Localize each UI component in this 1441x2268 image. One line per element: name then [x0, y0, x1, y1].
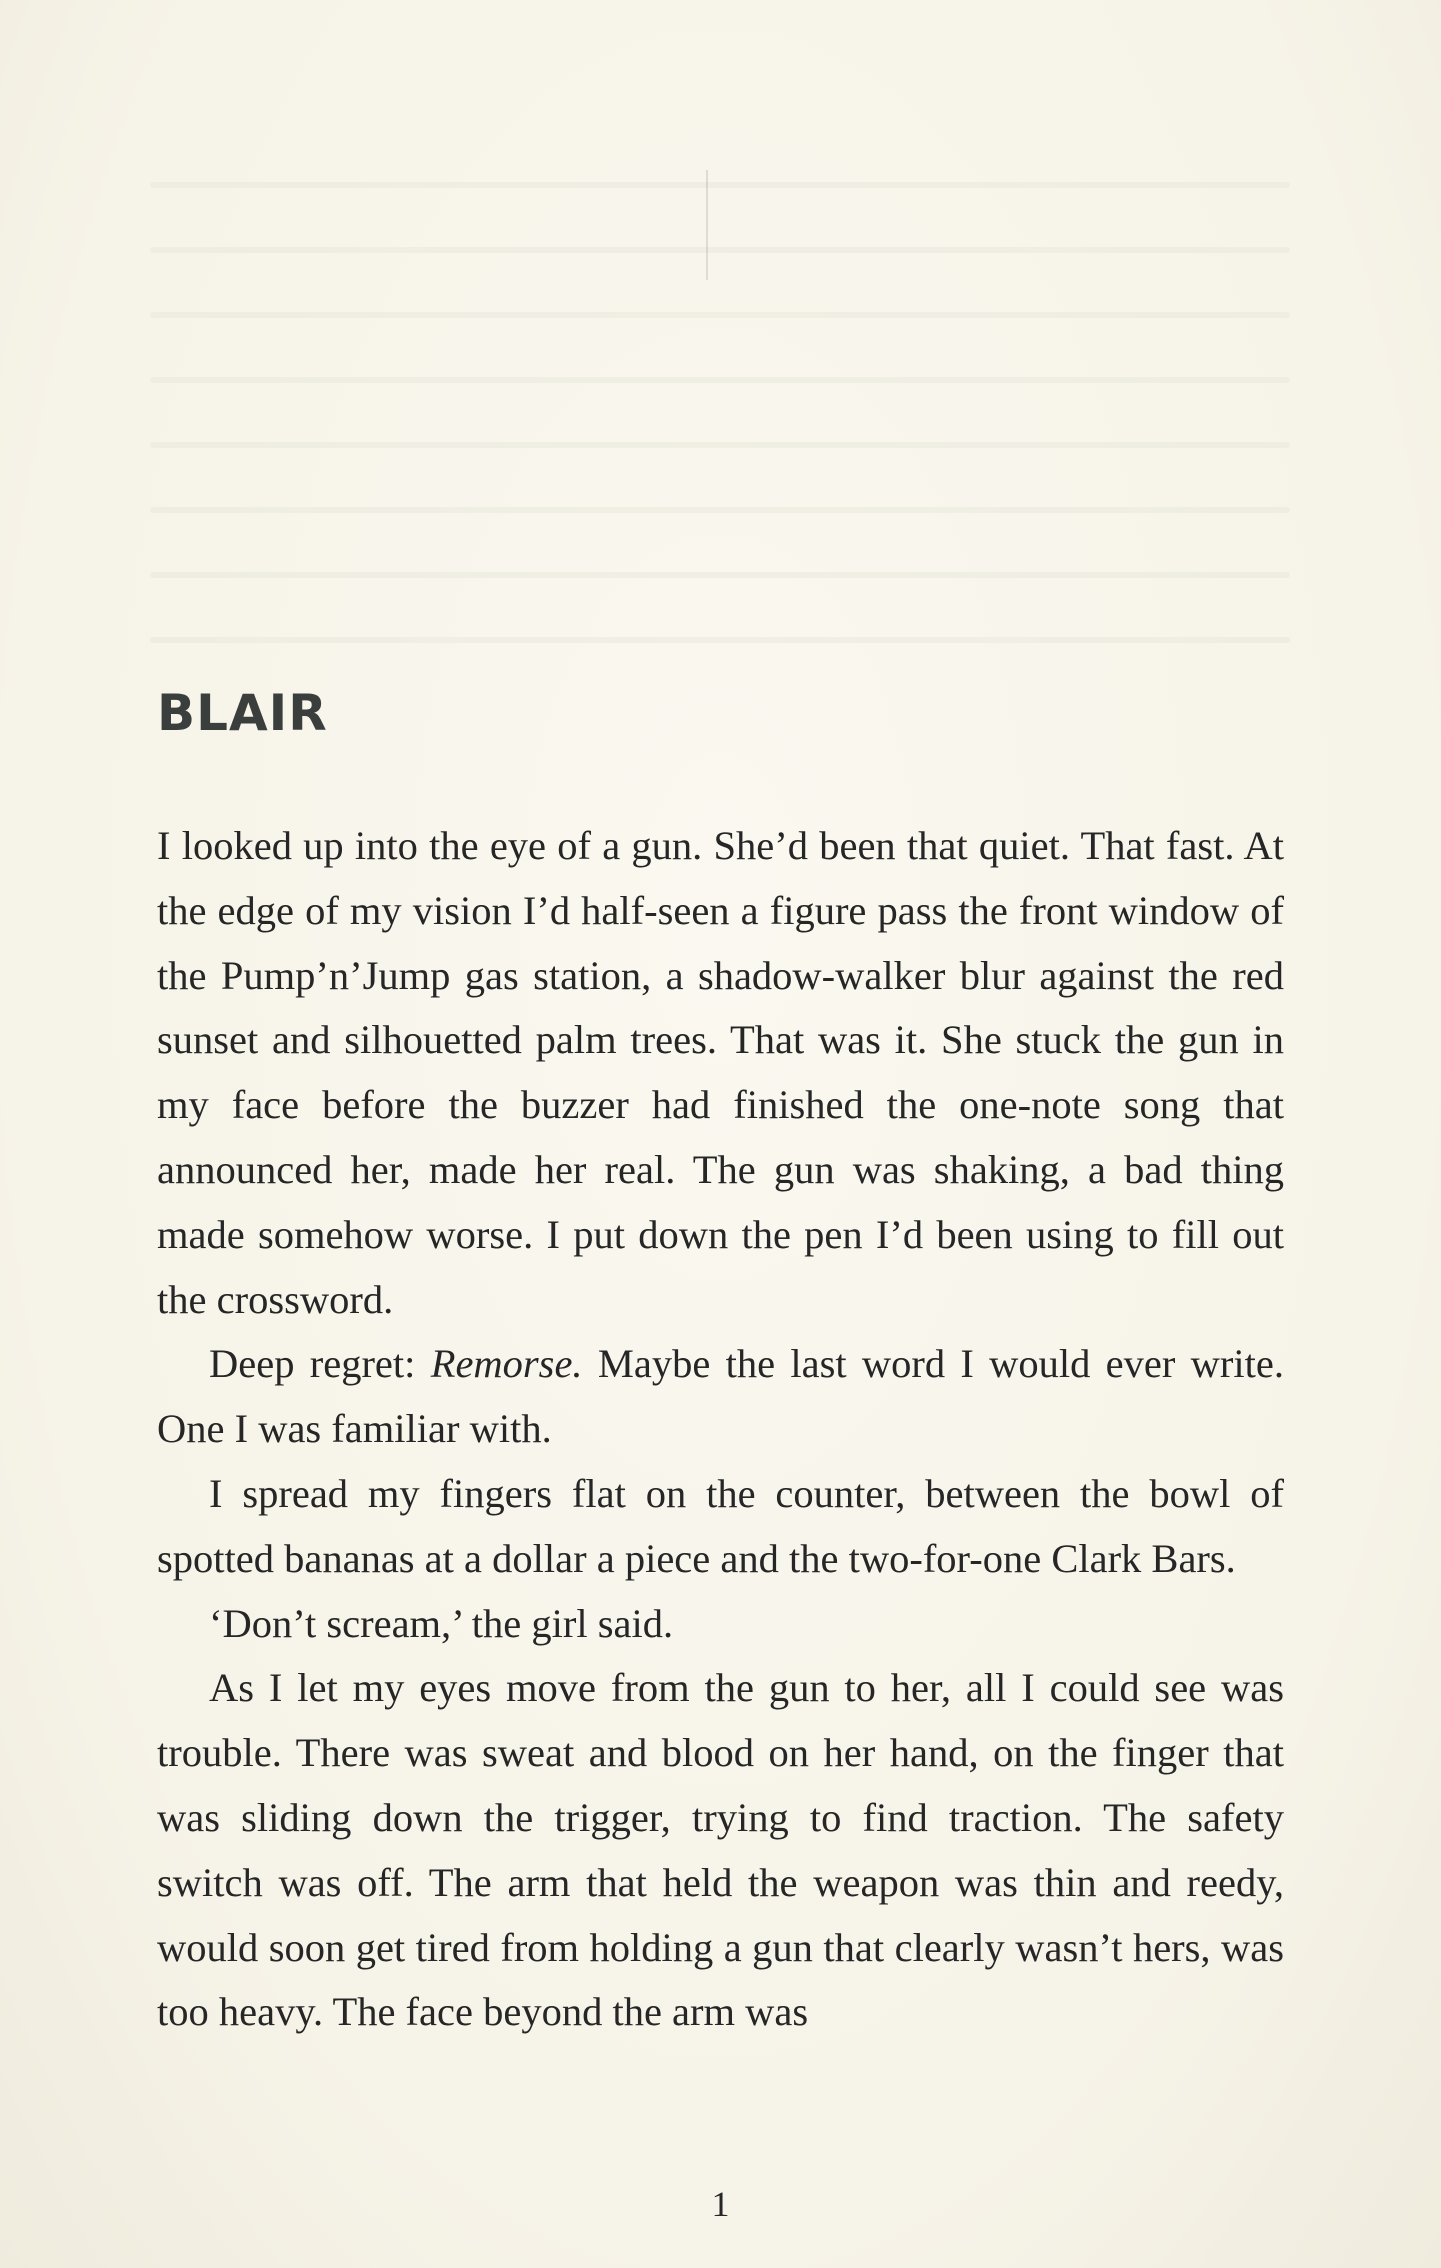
paragraph-text: Deep regret: [209, 1341, 431, 1387]
show-through-line [150, 247, 1290, 253]
show-through-line [150, 377, 1290, 383]
show-through-line [150, 572, 1290, 578]
show-through-line [150, 637, 1290, 643]
paragraph: As I let my eyes move from the gun to her, all I could see was trouble. There was sweat and blood on her hand, on the finger that was sliding down the trigger, trying to find traction. The safety switch was off. The arm that held the weapon was thin and reedy, would soon get tired from holding a gun that clearly wasn’t hers, was too heavy. The face beyond the arm was [157, 1665, 1284, 2035]
chapter-title: BLAIR [157, 684, 328, 742]
show-through-line [150, 507, 1290, 513]
show-through-line [150, 442, 1290, 448]
emphasized-word: Remorse. [430, 1341, 583, 1387]
show-through-mark [706, 170, 708, 280]
body-text [157, 814, 1284, 2045]
show-through-line [150, 312, 1290, 318]
paragraph: ‘Don’t scream,’ the girl said. [209, 1600, 674, 1646]
paragraph: I looked up into the eye of a gun. She’d been that quiet. That fast. At the edge of my vision I’d half-seen a figure pass the front window of the Pump’n’Jump gas station, a shadow-walker blur against the red sunset and silhouetted palm trees. That was it. She stuck the gun in my face before the buzzer had finished the one-note song that announced her, made her real. The gun was shaking, a bad thing made somehow worse. I put down the pen I’d been using to fill out the crossword. [157, 823, 1284, 1322]
show-through-line [150, 182, 1290, 188]
paragraph [157, 1332, 1284, 1462]
paragraph: I spread my fingers flat on the counter, between the bowl of spotted bananas at a dollar a piece and the two-for-one Clark Bars. [157, 1470, 1284, 1581]
page-number: 1 [711, 2184, 730, 2224]
paragraph-text: Maybe the last word I would ever write. One I was familiar with. [157, 1341, 1284, 1452]
